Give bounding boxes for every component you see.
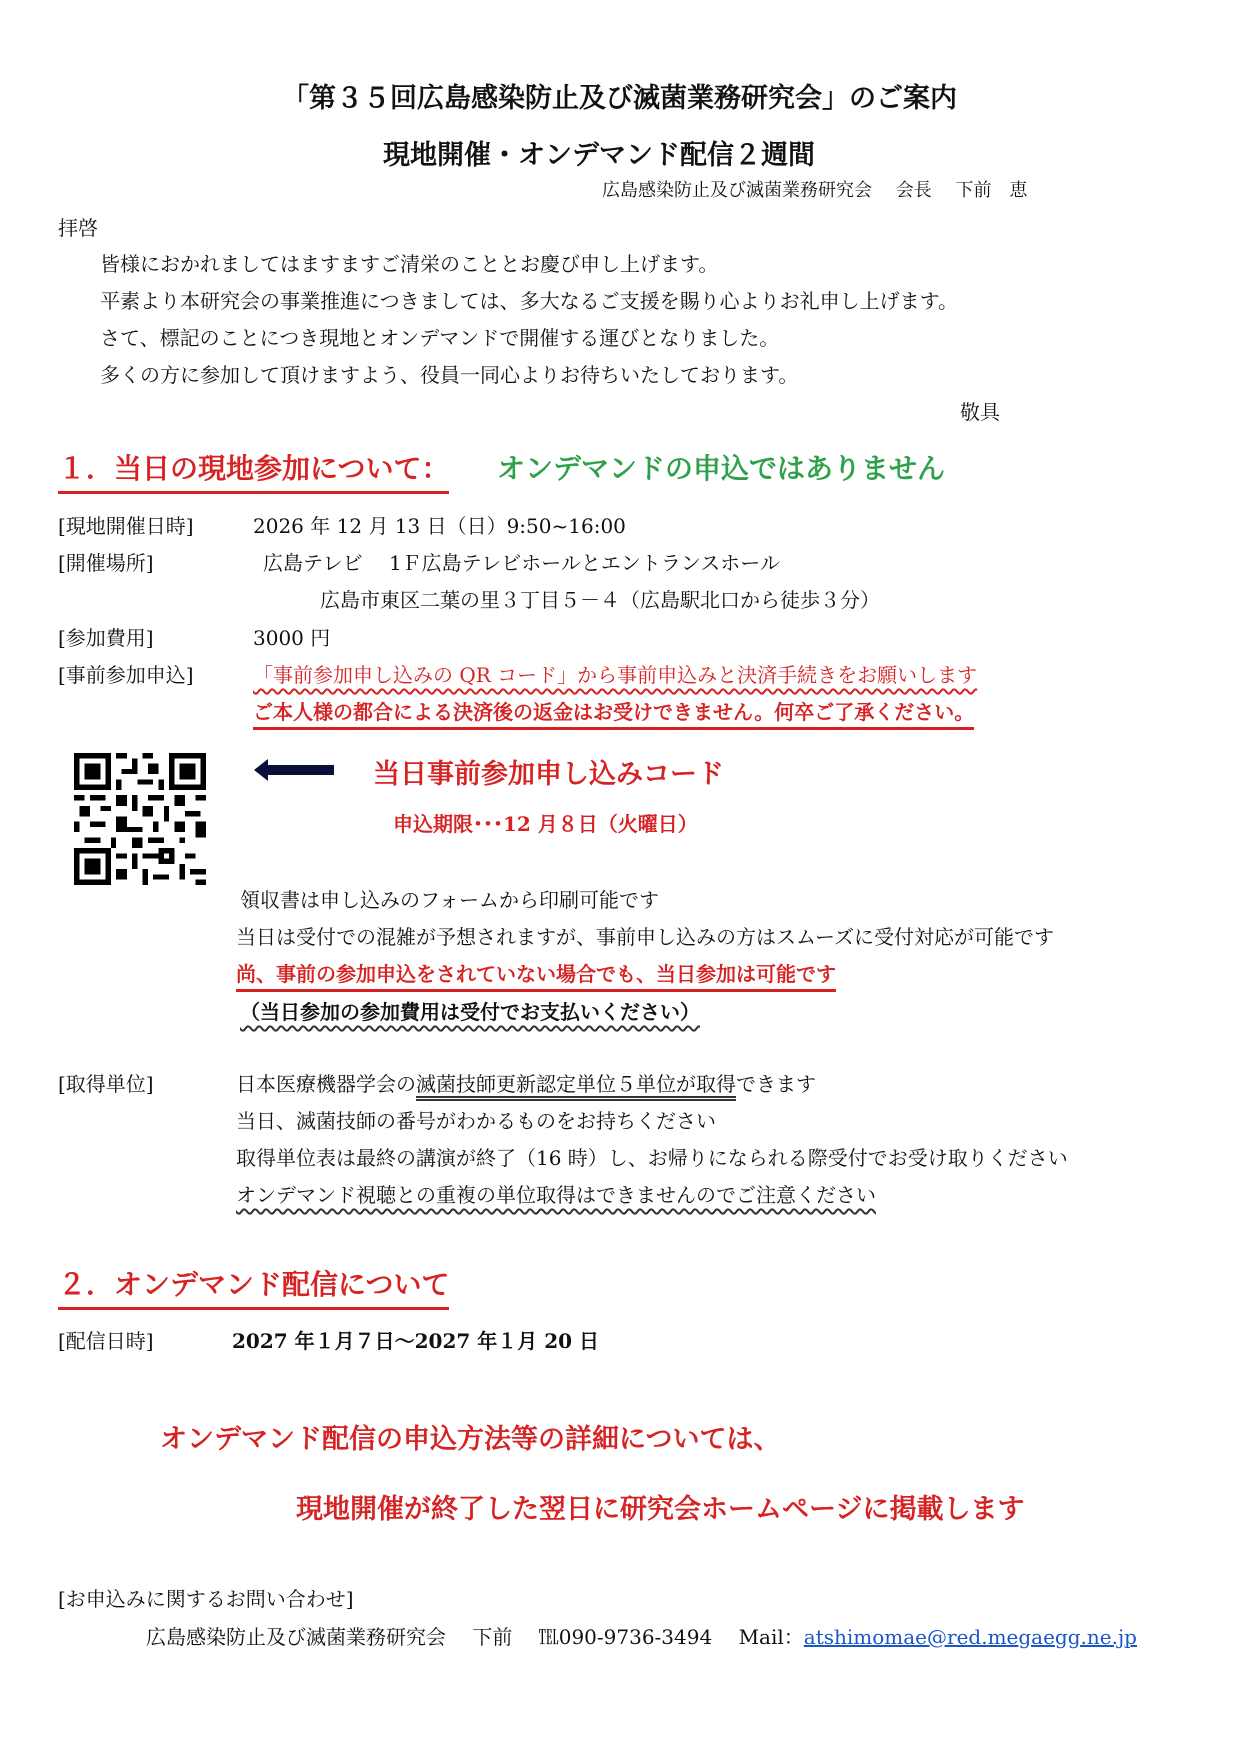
venue-line2: 広島市東区二葉の里３丁目５－４（広島駅北口から徒歩３分）: [320, 588, 880, 612]
credit-line1: 日本医療機器学会の滅菌技師更新認定単位５単位が取得できます: [236, 1072, 816, 1096]
contact-mail-label: Mail：: [738, 1625, 804, 1649]
credit-line2: 当日、滅菌技師の番号がわかるものをお持ちください: [236, 1109, 716, 1133]
apply-line1: 「事前参加申し込みの QR コード」から事前申込みと決済手続きをお願いします: [253, 663, 978, 687]
greeting-closing: 敬具: [960, 400, 1000, 424]
greeting-opening: 拝啓: [58, 216, 98, 240]
contact-label: [お申込みに関するお問い合わせ]: [58, 1587, 354, 1611]
qr-title: 当日事前参加申し込みコード: [373, 759, 724, 790]
fee-label: [参加費用]: [58, 626, 154, 650]
stream-notice1: オンデマンド配信の申込方法等の詳細については、: [160, 1424, 781, 1455]
section1-heading: １．当日の現地参加について：: [58, 447, 449, 494]
apply-label: [事前参加申込]: [58, 663, 194, 687]
venue-label: [開催場所]: [58, 551, 154, 575]
greeting-line: 平素より本研究会の事業推進につきましては、多大なるご支援を賜り心よりお礼申し上げます。: [100, 289, 958, 313]
stream-date-label: [配信日時]: [58, 1329, 154, 1353]
deadline: 申込期限･･･12 月８日（火曜日）: [393, 812, 698, 836]
crowd-note: 当日は受付での混雑が予想されますが、事前申し込みの方はスムーズに受付対応が可能です: [236, 925, 1054, 949]
credit-line3: 取得単位表は最終の講演が終了（16 時）し、お帰りになられる際受付でお受け取りください: [236, 1146, 1068, 1170]
credit-line4: オンデマンド視聴との重複の単位取得はできませんのでご注意ください: [236, 1183, 876, 1207]
fee-value: 3000 円: [253, 626, 331, 650]
date-value: 2026 年 12 月 13 日（日）9:50~16:00: [253, 514, 626, 538]
credit-label: [取得単位]: [58, 1072, 154, 1096]
date-label: [現地開催日時]: [58, 514, 194, 538]
page-title: 「第３５回広島感染防止及び滅菌業務研究会」のご案内: [282, 83, 957, 114]
section1-note: オンデマンドの申込ではありません: [497, 452, 946, 485]
section2-heading: ２．オンデマンド配信について: [58, 1263, 449, 1310]
contact-line: [146, 1621, 1137, 1650]
contact-org: 広島感染防止及び滅菌業務研究会 下前: [146, 1625, 513, 1649]
apply-line2: ご本人様の都合による決済後の返金はお受けできません。何卒ご了承ください。: [253, 696, 974, 730]
qr-code-icon[interactable]: [74, 753, 206, 885]
sameday-fee-note: （当日参加の参加費用は受付でお支払いください）: [240, 1000, 700, 1024]
left-arrow-icon: [254, 757, 334, 783]
receipt-note: 領収書は申し込みのフォームから印刷可能です: [240, 888, 659, 912]
greeting-line: さて、標記のことにつき現地とオンデマンドで開催する運びとなりました。: [100, 326, 780, 350]
sender: 広島感染防止及び滅菌業務研究会 会長 下前 恵: [602, 180, 1028, 201]
sameday-note: 尚、事前の参加申込をされていない場合でも、当日参加は可能です: [236, 958, 836, 992]
greeting-line: 皆様におかれましてはますますご清栄のこととお慶び申し上げます。: [100, 252, 719, 276]
page-subtitle: 現地開催・オンデマンド配信２週間: [383, 140, 815, 171]
contact-tel: ℡090-9736-3494: [538, 1625, 713, 1649]
venue-line1: 広島テレビ 1Ｆ広島テレビホールとエントランスホール: [263, 551, 780, 575]
stream-notice2: 現地開催が終了した翌日に研究会ホームページに掲載します: [296, 1494, 1025, 1525]
contact-mail-link[interactable]: atshimomae@red.megaegg.ne.jp: [803, 1625, 1137, 1649]
greeting-line: 多くの方に参加して頂けますよう、役員一同心よりお待ちいたしております。: [100, 363, 799, 387]
stream-date-value: 2027 年１月７日～2027 年１月 20 日: [232, 1329, 600, 1353]
